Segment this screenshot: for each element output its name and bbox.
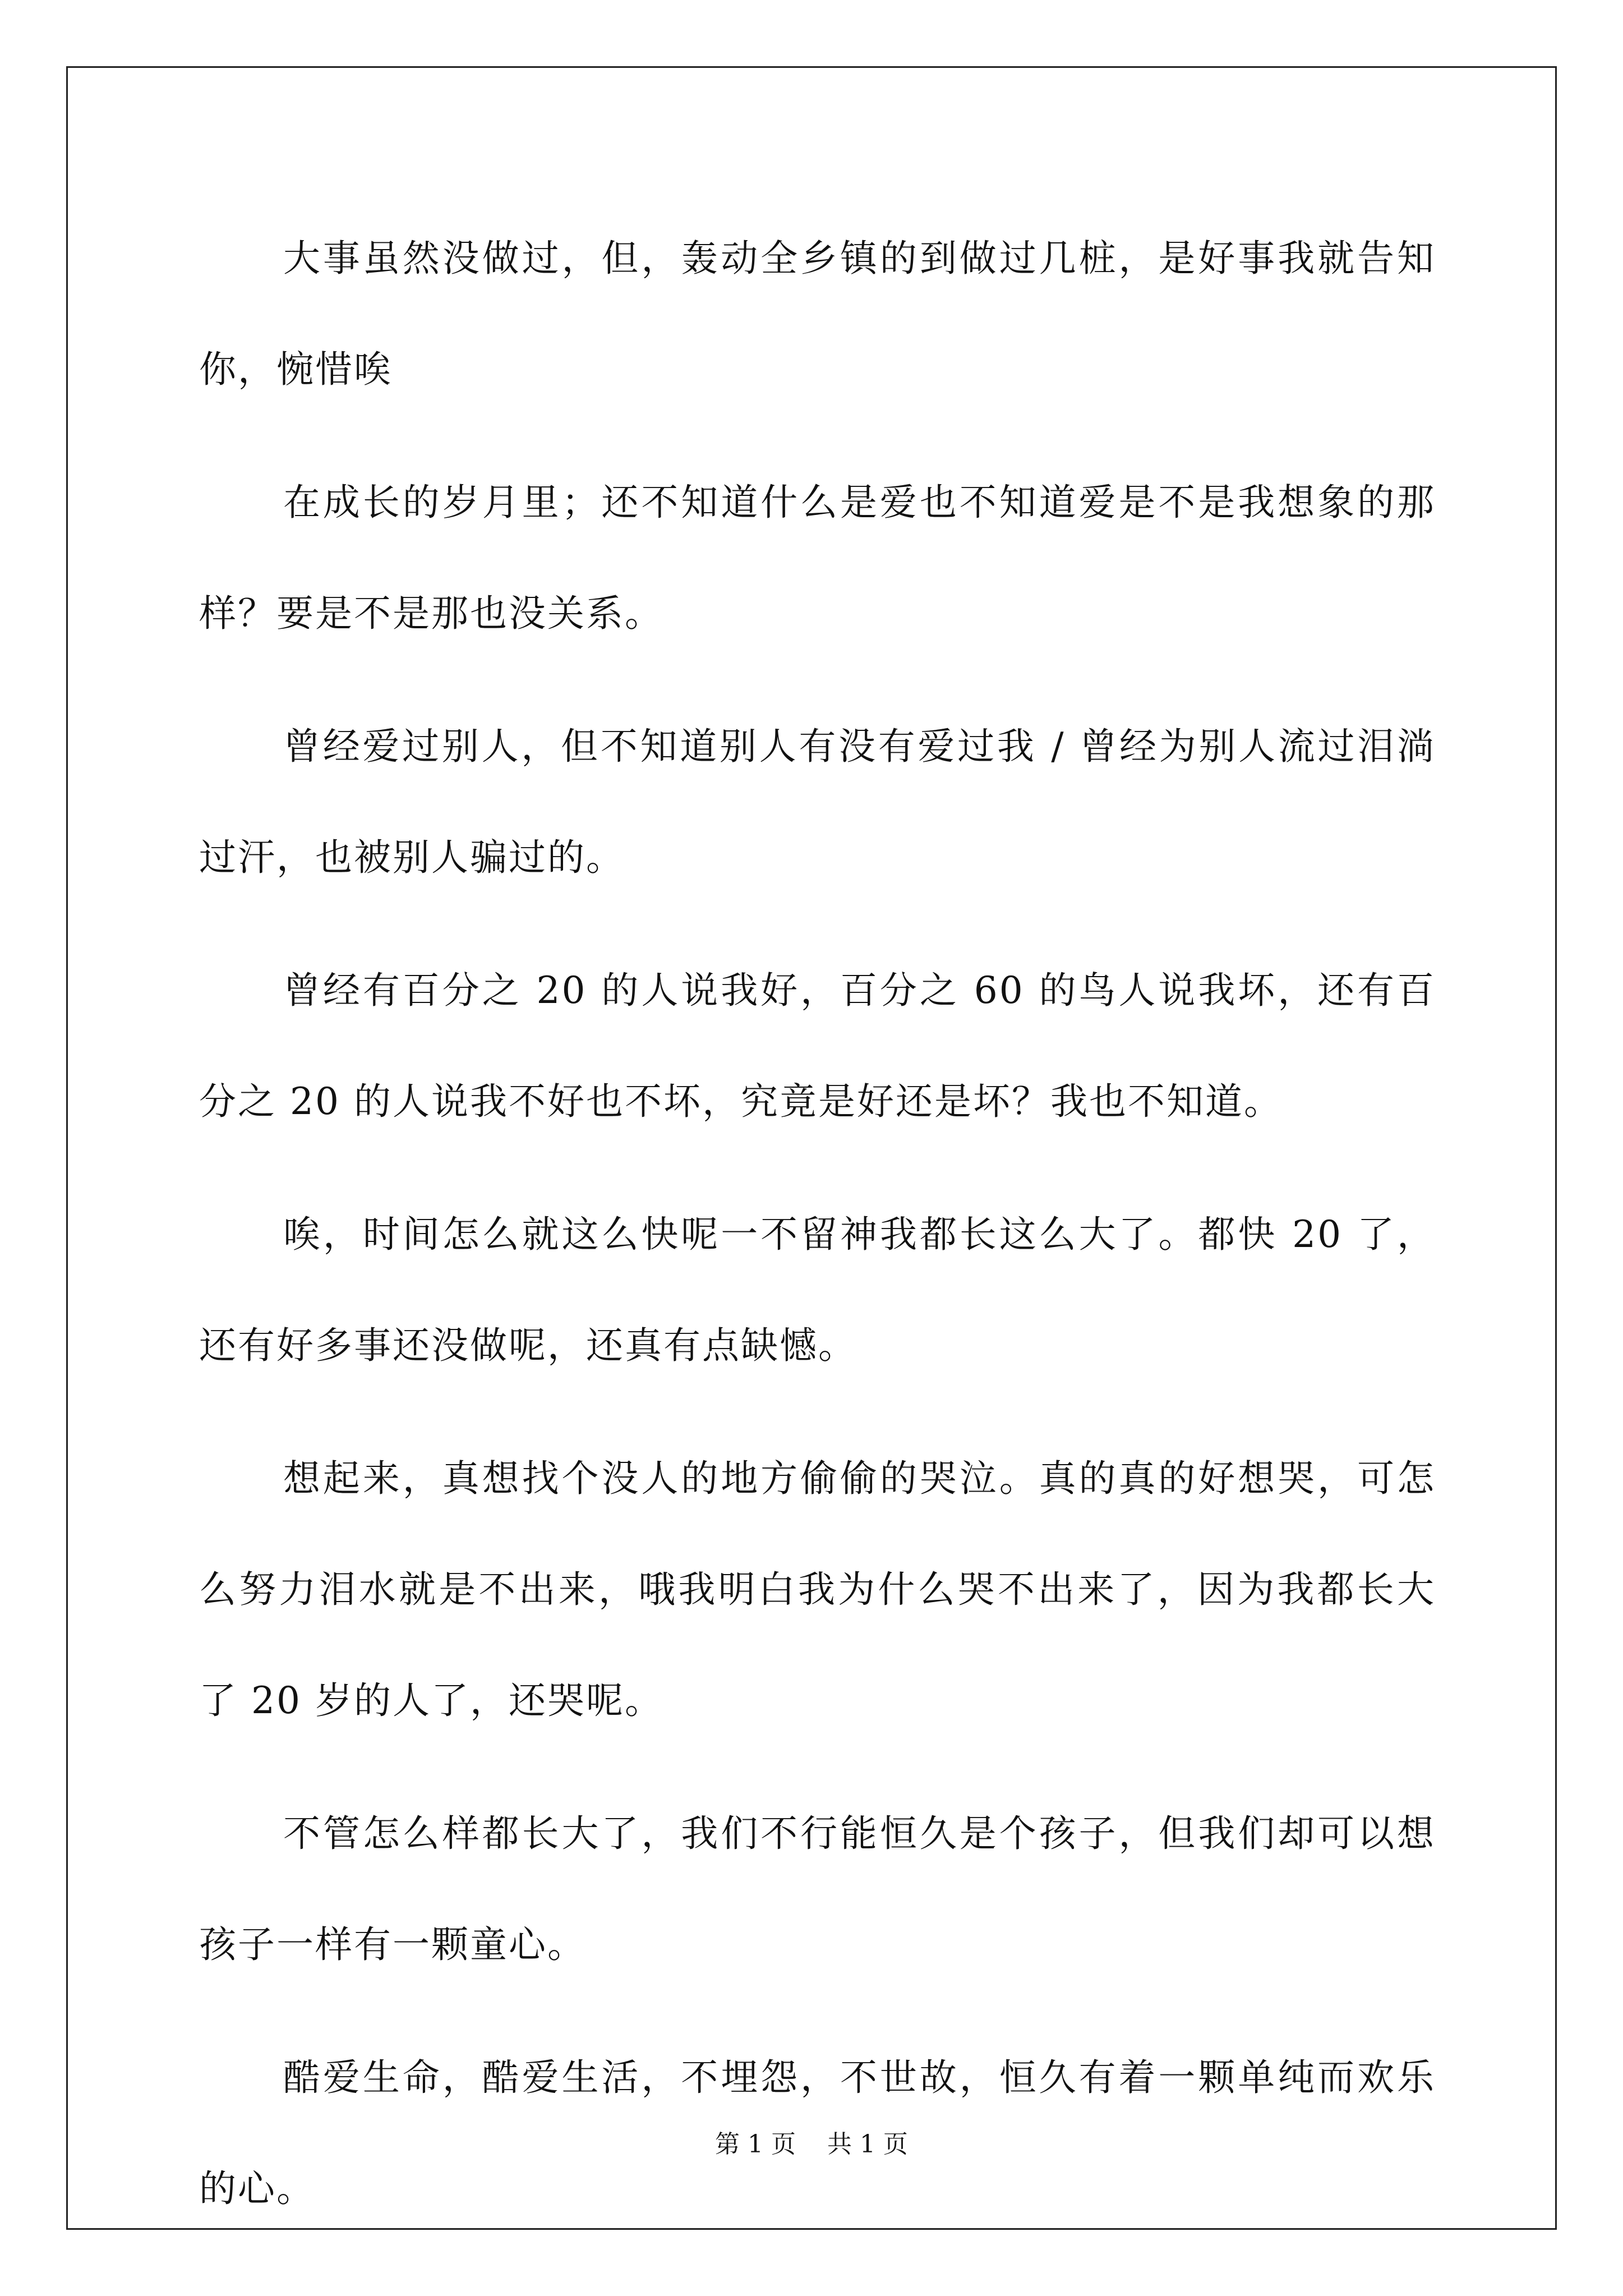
paragraph-2: 在成长的岁月里；还不知道什么是爱也不知道爱是不是我想象的那样？要是不是那也没关系。 xyxy=(199,481,1436,635)
paragraph-6: 想起来，真想找个没人的地方偷偷的哭泣。真的真的好想哭，可怎么努力泪水就是不出来，哦我明白我为什么哭不出来了，因为我都长大了 20 岁的人了，还哭呢。 xyxy=(199,1457,1436,1722)
paragraph-7: 不管怎么样都长大了，我们不行能恒久是个孩子，但我们却可以想孩子一样有一颗童心。 xyxy=(199,1812,1436,1966)
document-body xyxy=(199,203,1436,2266)
paragraph-1: 大事虽然没做过，但，轰动全乡镇的到做过几桩，是好事我就告知你，惋惜唉 xyxy=(199,237,1436,391)
page-number-footer: 第 1 页 共 1 页 xyxy=(715,2130,908,2159)
paragraph-5: 唉，时间怎么就这么快呢一不留神我都长这么大了。都快 20 了，还有好多事还没做呢，还真有点缺憾。 xyxy=(199,1213,1436,1367)
paragraph-3: 曾经爱过别人，但不知道别人有没有爱过我 / 曾经为别人流过泪淌过汗，也被别人骗过的。 xyxy=(199,725,1436,879)
paragraph-4: 曾经有百分之 20 的人说我好，百分之 60 的鸟人说我坏，还有百分之 20 的人说我不好也不坏，究竟是好还是坏？我也不知道。 xyxy=(199,969,1436,1123)
paragraph-8: 酷爱生命，酷爱生活，不埋怨，不世故，恒久有着一颗单纯而欢乐的心。 xyxy=(199,2056,1436,2210)
